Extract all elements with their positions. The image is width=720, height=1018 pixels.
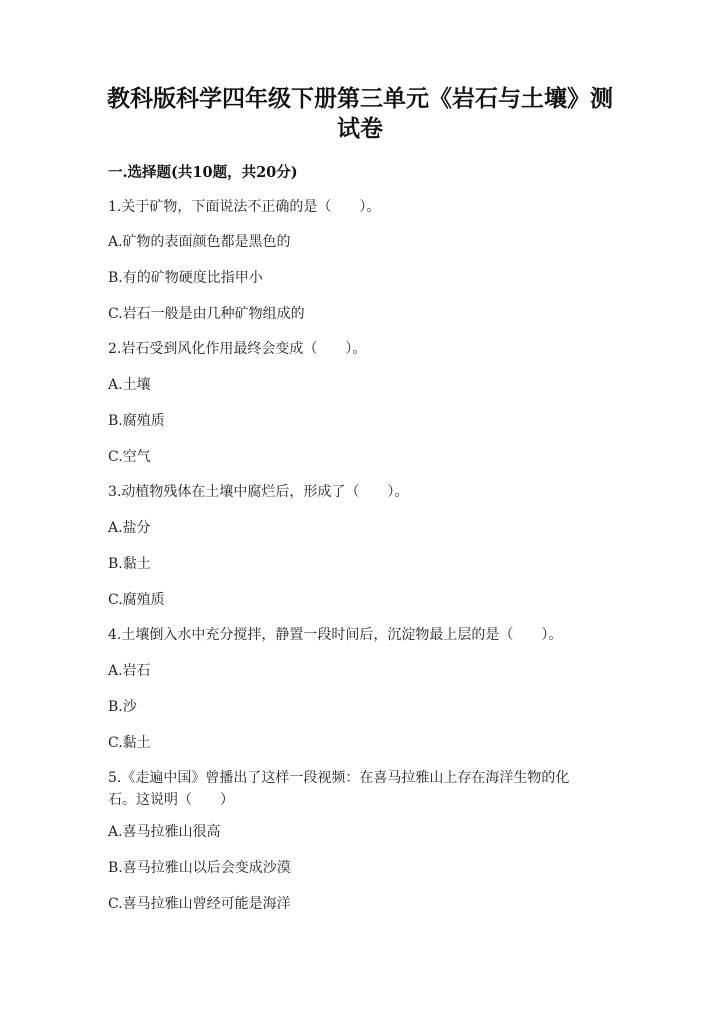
question-5-option-c[interactable]: C.喜马拉雅山曾经可能是海洋 xyxy=(108,896,291,912)
question-2-option-b[interactable]: B.腐殖质 xyxy=(108,413,165,429)
question-4-stem: 4.土壤倒入水中充分搅拌，静置一段时间后，沉淀物最上层的是（ ）。 xyxy=(108,627,563,643)
section-heading: 一.选择题(共10题，共20分) xyxy=(108,164,298,181)
question-2-option-c[interactable]: C.空气 xyxy=(108,449,151,465)
question-3-option-b[interactable]: B.黏土 xyxy=(108,556,151,572)
question-2-option-a[interactable]: A.土壤 xyxy=(108,377,151,393)
question-1-stem: 1.关于矿物，下面说法不正确的是（ ）。 xyxy=(108,199,381,215)
page-title: 教科版科学四年级下册第三单元《岩石与土壤》测试卷 xyxy=(107,85,613,142)
question-4-option-b[interactable]: B.沙 xyxy=(108,699,137,715)
question-1-option-a[interactable]: A.矿物的表面颜色都是黑色的 xyxy=(108,234,291,250)
question-4-option-c[interactable]: C.黏土 xyxy=(108,735,151,751)
question-2-stem: 2.岩石受到风化作用最终会变成（ ）。 xyxy=(108,341,367,357)
question-5-stem: 5.《走遍中国》曾播出了这样一段视频：在喜马拉雅山上存在海洋生物的化石。这说明（ ） xyxy=(108,770,570,808)
question-4-option-a[interactable]: A.岩石 xyxy=(108,663,151,679)
question-3-option-a[interactable]: A.盐分 xyxy=(108,520,151,536)
question-3-option-c[interactable]: C.腐殖质 xyxy=(108,592,165,608)
question-5-option-a[interactable]: A.喜马拉雅山很高 xyxy=(108,824,221,840)
question-5-option-b[interactable]: B.喜马拉雅山以后会变成沙漠 xyxy=(108,860,291,876)
question-1-option-c[interactable]: C.岩石一般是由几种矿物组成的 xyxy=(108,306,305,322)
question-3-stem: 3.动植物残体在土壤中腐烂后，形成了（ ）。 xyxy=(108,484,409,500)
question-1-option-b[interactable]: B.有的矿物硬度比指甲小 xyxy=(108,270,263,286)
